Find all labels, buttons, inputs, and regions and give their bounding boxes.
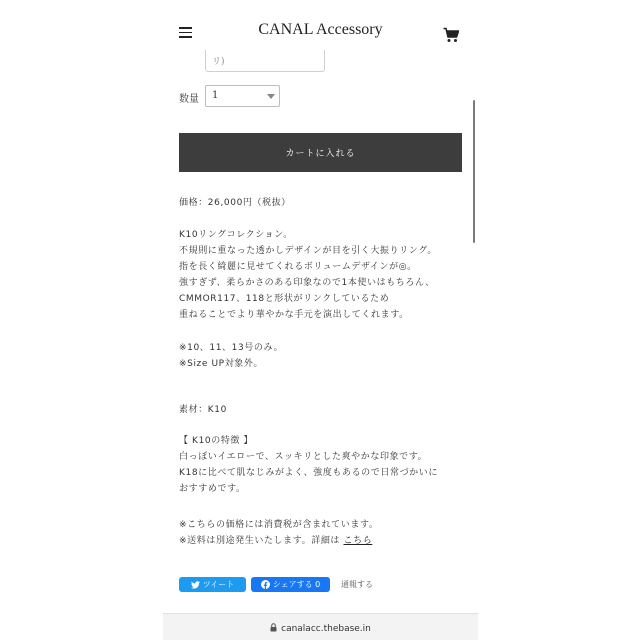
size-line: ※Size UP対象外。 — [179, 359, 264, 369]
k10-features — [179, 433, 469, 497]
url-display: canalacc.thebase.in — [163, 623, 478, 634]
price-notes — [179, 517, 469, 549]
size-notes — [179, 340, 469, 372]
price-text: 価格：26,000円（税抜） — [179, 198, 291, 208]
browser-url-bar[interactable] — [163, 613, 478, 640]
add-to-cart-button[interactable]: カートに入れる — [179, 133, 462, 172]
lock-icon — [270, 623, 277, 632]
scrollbar[interactable] — [473, 100, 475, 243]
feature-line: おすすめです。 — [179, 484, 246, 494]
report-link[interactable]: 通報する — [341, 580, 373, 589]
chevron-down-icon — [267, 94, 275, 99]
tweet-button[interactable]: ツイート — [179, 577, 246, 592]
shipping-details-link[interactable]: こちら — [343, 536, 373, 546]
quantity-value: 1 — [212, 90, 219, 101]
twitter-bird-icon — [191, 581, 200, 589]
product-intro — [179, 227, 469, 323]
variant-select[interactable] — [205, 50, 325, 72]
intro-line: 不規則に重なった透かしデザインが目を引く大振りリング。 — [179, 246, 438, 256]
variant-select-value: リ) — [212, 57, 225, 67]
intro-line: 強すぎず、柔らかさのある印象なので1本使いはもちろん、 — [179, 278, 435, 288]
menu-icon[interactable] — [179, 27, 192, 38]
facebook-share-button[interactable]: シェアする 0 — [251, 577, 330, 592]
quantity-select[interactable] — [205, 85, 280, 107]
intro-line: 重ねることでより華やかな手元を演出してくれます。 — [179, 310, 409, 320]
facebook-icon — [261, 580, 270, 589]
cart-icon[interactable] — [443, 27, 459, 43]
size-line: ※10、11、13号のみ。 — [179, 343, 284, 353]
tax-note: ※こちらの価格には消費税が含まれています。 — [179, 520, 379, 530]
material-text: 素材：K10 — [179, 405, 227, 415]
feature-line: 【 K10の特徴 】 — [179, 436, 254, 446]
feature-line: 白っぽいイエローで、スッキリとした爽やかな印象です。 — [179, 452, 428, 462]
phone-screen — [163, 0, 478, 640]
quantity-label: 数量 — [179, 94, 199, 105]
intro-line: K10リングコレクション。 — [179, 230, 293, 240]
store-title[interactable]: CANAL Accessory — [258, 21, 383, 38]
feature-line: K18に比べて肌なじみがよく、強度もあるので日常づかいに — [179, 468, 438, 478]
intro-line: CMMOR117、118と形状がリンクしているため — [179, 294, 390, 304]
intro-line: 指を長く綺麗に見せてくれるボリュームデザインが◎。 — [179, 262, 417, 272]
shipping-note: ※送料は別途発生いたします。詳細は こちら — [179, 536, 373, 546]
